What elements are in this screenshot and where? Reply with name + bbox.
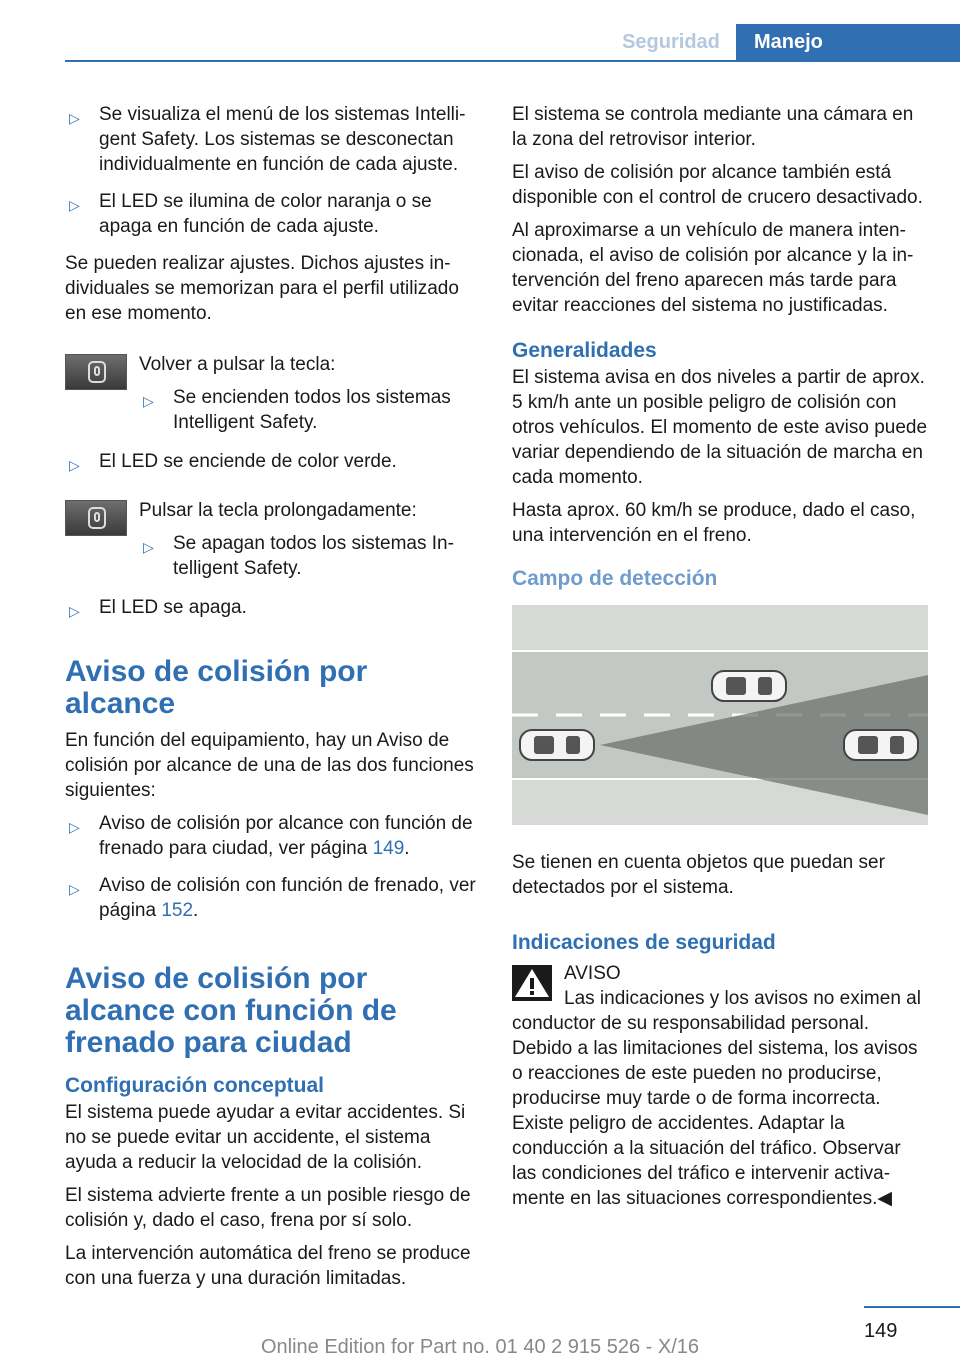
triangle-bullet-icon: ▷ — [69, 881, 80, 897]
paragraph: Se pueden realizar ajustes. Dichos ajustes individuales se memorizan para el perfil utilizado en ese momento. — [65, 253, 459, 324]
key-instruction-text: Volver a pulsar la tecla: — [139, 354, 336, 375]
warning-title: AVISO — [564, 963, 621, 984]
subsection-heading: Configuración conceptual — [65, 1074, 325, 1097]
list-item-text: El LED se apaga. — [99, 597, 247, 618]
key-instruction — [65, 352, 483, 435]
paragraph: El sistema advierte frente a un posible riesgo de colisión y, dado el caso, frena por sí solo. — [65, 1185, 471, 1231]
list-item-text: Se apagan todos los sistemas Intelligent Safety. — [173, 533, 454, 579]
triangle-bullet-icon: ▷ — [69, 197, 80, 213]
list-item-text: Se visualiza el menú de los sistemas Intelligent Safety. Los sistemas se desconectan individualmente en función de cada ajuste. — [99, 104, 466, 175]
section-heading: Aviso de colisión por alcance — [65, 655, 368, 720]
tab-seguridad[interactable]: Seguridad — [622, 31, 720, 53]
section-heading: Aviso de colisión por alcance con función de frenado para ciudad — [65, 962, 397, 1059]
list-item — [65, 102, 483, 177]
list-item — [139, 531, 483, 581]
paragraph: Se tienen en cuenta objetos que puedan ser detectados por el sistema. — [512, 852, 885, 898]
punctuation: . — [404, 838, 410, 859]
triangle-bullet-icon: ▷ — [143, 393, 154, 409]
paragraph: El sistema avisa en dos niveles a partir de aprox. 5 km/h ante un posible peligro de colisión con otros vehículos. El momento de este aviso puede variar dependiendo de la situación de marcha en cada momento. — [512, 367, 928, 488]
punctuation: . — [193, 900, 199, 921]
paragraph: La intervención automática del freno se produce con una fuerza y una duración limitadas. — [65, 1243, 471, 1289]
triangle-bullet-icon: ▷ — [69, 457, 80, 473]
list-item — [139, 385, 483, 435]
car-icon — [712, 671, 786, 701]
warning-triangle-icon — [512, 965, 552, 1001]
triangle-bullet-icon: ▷ — [69, 110, 80, 126]
paragraph: En función del equipamiento, hay un Aviso de colisión por alcance de una de las dos funciones siguientes: — [65, 730, 474, 801]
list-item-text: Aviso de colisión por alcance con función de frenado para ciudad, ver página — [99, 813, 473, 859]
page-number: 149 — [864, 1320, 898, 1342]
intelligent-safety-button-icon — [65, 354, 127, 390]
list-item — [65, 449, 483, 474]
list-item-text: El LED se enciende de color verde. — [99, 451, 397, 472]
warning-text-body: Las indicaciones y los avisos no eximen al conductor de su responsabilidad personal. Debido a las limitaciones del sistema, los avisos o reacciones de este pueden no producirse, producirse muy tarde o de forma incorrecta. Existe peligro de accidentes. Adaptar la conducción a la situación del tráfico. Observar las condiciones del tráfico e intervenir activamente en las situaciones correspondientes.◀ — [512, 988, 921, 1209]
subsection-heading: Indicaciones de seguridad — [512, 931, 776, 954]
list-item-text: Aviso de colisión con función de frenado, ver página — [99, 875, 476, 921]
list-item-text: El LED se ilumina de color naranja o se apaga en función de cada ajuste. — [99, 191, 432, 237]
tab-manejo[interactable]: Manejo — [736, 24, 960, 61]
list-item — [65, 873, 483, 923]
footer-rule — [864, 1306, 960, 1308]
warning-text — [512, 986, 930, 1211]
paragraph: El aviso de colisión por alcance también está disponible con el control de crucero desactivado. — [512, 162, 923, 208]
paragraph: El sistema se controla mediante una cámara en la zona del retrovisor interior. — [512, 104, 914, 150]
right-column — [512, 102, 930, 1219]
page-link[interactable]: 149 — [372, 838, 405, 859]
triangle-bullet-icon: ▷ — [69, 603, 80, 619]
left-column — [65, 102, 483, 1299]
page-link[interactable]: 152 — [161, 900, 194, 921]
list-item-text: Se encienden todos los sistemas Intelligent Safety. — [173, 387, 451, 433]
list-item — [65, 595, 483, 620]
paragraph: Hasta aprox. 60 km/h se produce, dado el caso, una intervención en el freno. — [512, 500, 916, 546]
detection-field-illustration — [512, 605, 928, 825]
paragraph: Al aproximarse a un vehículo de manera intencionada, el aviso de colisión por alcance y la intervención del freno aparecen más tarde para evitar reacciones del sistema no justificadas. — [512, 220, 914, 316]
subsection-heading: Campo de detección — [512, 567, 718, 590]
paragraph: El sistema puede ayudar a evitar accidentes. Si no se puede evitar un accidente, el sistema ayuda a reducir la velocidad de la colisión. — [65, 1102, 466, 1173]
warning-box — [512, 961, 930, 986]
key-instruction-text: Pulsar la tecla prolongadamente: — [139, 500, 417, 521]
list-item — [65, 811, 483, 861]
triangle-bullet-icon: ▷ — [143, 539, 154, 555]
triangle-bullet-icon: ▷ — [69, 819, 80, 835]
intelligent-safety-button-icon — [65, 500, 127, 536]
car-icon — [520, 730, 594, 760]
list-item — [65, 189, 483, 239]
car-icon — [844, 730, 918, 760]
key-instruction — [65, 498, 483, 581]
edition-footer: Online Edition for Part no. 01 40 2 915 526 - X/16 — [260, 1336, 700, 1358]
subsection-heading: Generalidades — [512, 339, 657, 362]
header-rule — [65, 60, 960, 62]
